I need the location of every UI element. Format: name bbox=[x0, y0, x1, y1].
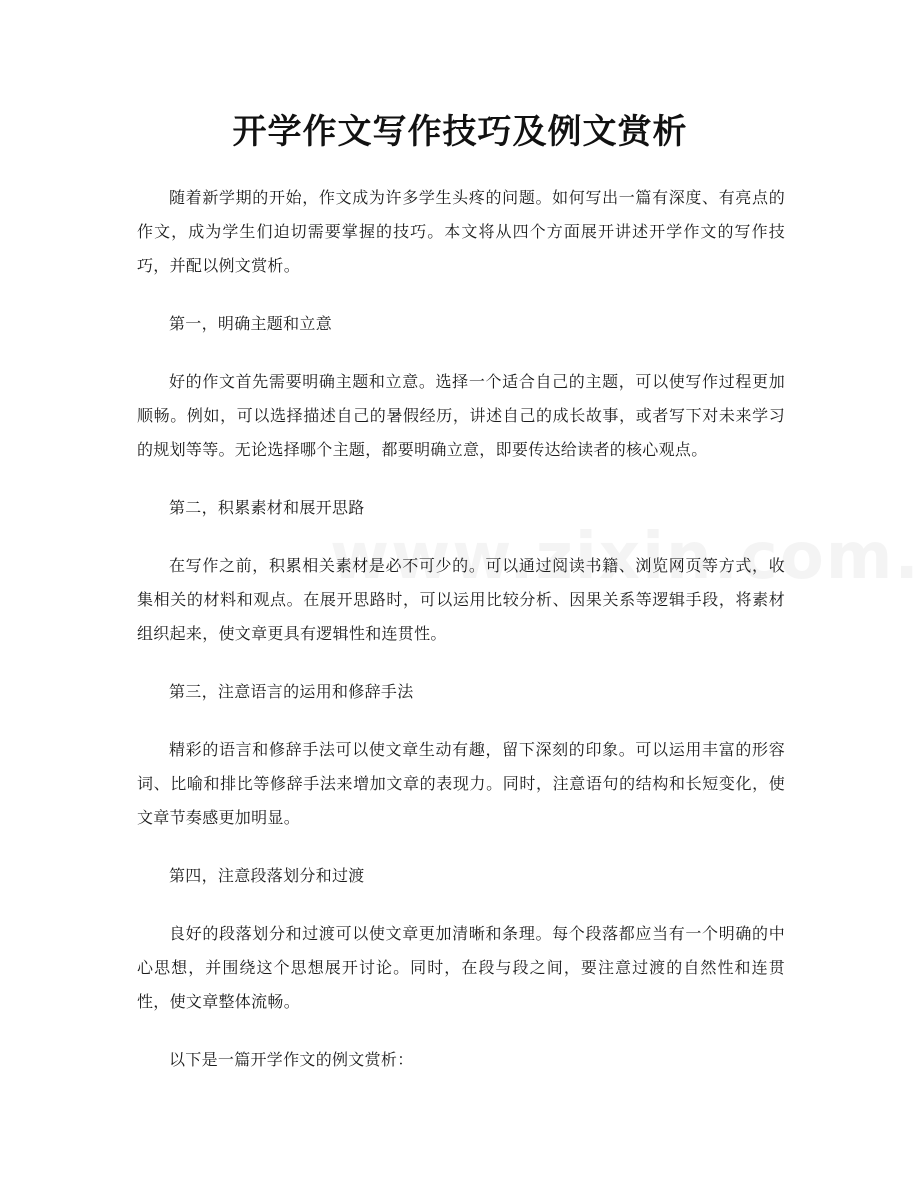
paragraph-section-1: 好的作文首先需要明确主题和立意。选择一个适合自己的主题，可以使写作过程更加顺畅。例如，可以选择描述自己的暑假经历，讲述自己的成长故事，或者写下对未来学习的规划等等。无论选择哪个主题，都要明确立意，即要传达给读者的核心观点。 bbox=[137, 372, 785, 459]
paragraph-intro: 随着新学期的开始，作文成为许多学生头疼的问题。如何写出一篇有深度、有亮点的作文，成为学生们迫切需要掌握的技巧。本文将从四个方面展开讲述开学作文的写作技巧，并配以例文赏析。 bbox=[137, 188, 785, 275]
section-heading-2: 第二，积累素材和展开思路 bbox=[169, 498, 365, 517]
document-body bbox=[137, 181, 785, 1101]
paragraph-section-2: 在写作之前，积累相关素材是必不可少的。可以通过阅读书籍、浏览网页等方式，收集相关的材料和观点。在展开思路时，可以运用比较分析、因果关系等逻辑手段，将素材组织起来，使文章更具有逻辑性和连贯性。 bbox=[137, 556, 785, 643]
section-heading-1: 第一，明确主题和立意 bbox=[169, 314, 333, 333]
paragraph-section-4: 良好的段落划分和过渡可以使文章更加清晰和条理。每个段落都应当有一个明确的中心思想，并围绕这个思想展开讨论。同时，在段与段之间，要注意过渡的自然性和连贯性，使文章整体流畅。 bbox=[137, 924, 785, 1011]
section-heading-4: 第四，注意段落划分和过渡 bbox=[169, 866, 365, 885]
document-title: 开学作文写作技巧及例文赏析 bbox=[232, 112, 688, 152]
example-intro-line: 以下是一篇开学作文的例文赏析： bbox=[169, 1050, 414, 1069]
paragraph-section-3: 精彩的语言和修辞手法可以使文章生动有趣，留下深刻的印象。可以运用丰富的形容词、比喻和排比等修辞手法来增加文章的表现力。同时，注意语句的结构和长短变化，使文章节奏感更加明显。 bbox=[137, 740, 785, 827]
section-heading-3: 第三，注意语言的运用和修辞手法 bbox=[169, 682, 414, 701]
